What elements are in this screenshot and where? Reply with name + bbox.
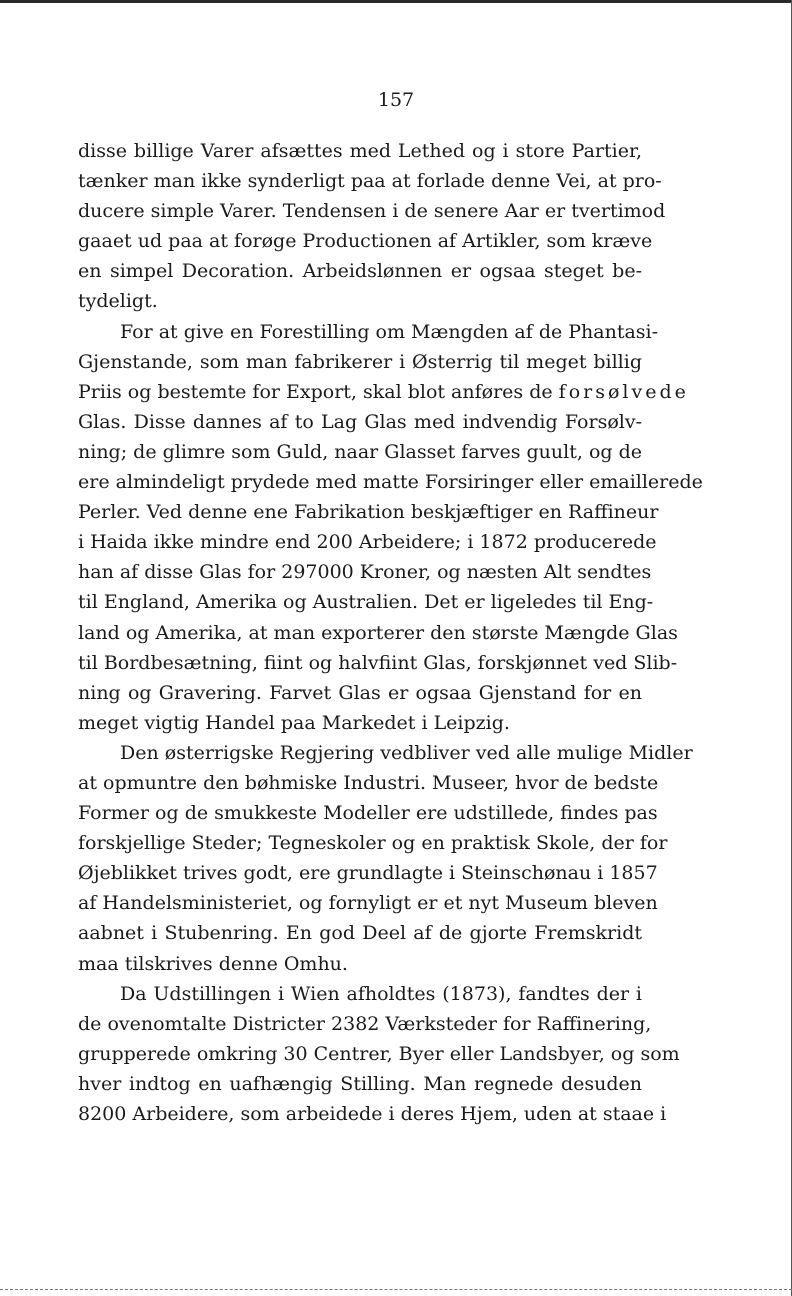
text-line: ning; de glimre som Guld, naar Glasset farves guult, og de bbox=[78, 440, 642, 463]
text-line: tydeligt. bbox=[78, 290, 158, 313]
text-line: de ovenomtalte Districter 2382 Værksteder for Raffinering, bbox=[78, 1012, 652, 1035]
text-line: Den østerrigske Regjering vedbliver ved alle mulige Midler bbox=[120, 741, 693, 764]
text-line: ning og Gravering. Farvet Glas er ogsaa Gjenstand for en bbox=[78, 681, 642, 704]
text-line: af Handelsministeriet, og fornyligt er et nyt Museum bleven bbox=[78, 892, 658, 915]
text-line: gaaet ud paa at forøge Productionen af Artikler, som kræve bbox=[78, 230, 653, 253]
text-line: maa tilskrives denne Omhu. bbox=[78, 952, 348, 975]
text-line-with-emphasis bbox=[78, 377, 689, 407]
text-line: meget vigtig Handel paa Markedet i Leipzig. bbox=[78, 711, 510, 734]
scan-top-edge bbox=[0, 0, 792, 3]
text-line: tænker man ikke synderligt paa at forlade denne Vei, at pro- bbox=[78, 170, 662, 193]
text-line: ere almindeligt prydede med matte Forsiringer eller emaillerede bbox=[78, 471, 703, 494]
text-line-start: Priis og bestemte for Export, skal blot anføres de bbox=[78, 380, 559, 403]
text-line: han af disse Glas for 297000 Kroner, og næsten Alt sendtes bbox=[78, 561, 652, 584]
text-line: Former og de smukkeste Modeller ere udstillede, findes pas bbox=[78, 802, 658, 825]
paragraph-1 bbox=[78, 136, 666, 317]
text-line: forskjellige Steder; Tegneskoler og en praktisk Skole, der for bbox=[78, 832, 668, 855]
text-line: ducere simple Varer. Tendensen i de senere Aar er tvertimod bbox=[78, 200, 666, 223]
text-line: Øjeblikket trives godt, ere grundlagte i Steinschønau i 1857 bbox=[78, 862, 658, 885]
text-line: Gjenstande, som man fabrikerer i Østerrig til meget billig bbox=[78, 350, 642, 373]
text-line: Glas. Disse dannes af to Lag Glas med indvendig Forsølv- bbox=[78, 410, 642, 433]
text-line: at opmuntre den bøhmiske Industri. Museer, hvor de bedste bbox=[78, 771, 659, 794]
paragraph-4 bbox=[78, 979, 680, 1129]
text-line: en simpel Decoration. Arbeidslønnen er ogsaa steget be- bbox=[78, 260, 642, 283]
text-line: aabnet i Stubenring. En god Deel af de gjorte Fremskridt bbox=[78, 922, 642, 945]
text-line: 8200 Arbeidere, som arbeidede i deres Hjem, uden at staae i bbox=[78, 1103, 667, 1125]
text-line: hver indtog en uafhængig Stilling. Man regnede desuden bbox=[78, 1072, 642, 1095]
text-line: For at give en Forestilling om Mængden af de Phantasi- bbox=[120, 320, 659, 343]
text-line: disse billige Varer afsættes med Lethed og i store Partier, bbox=[78, 140, 642, 162]
text-line: til Bordbesætning, fiint og halvfiint Glas, forskjønnet ved Slib- bbox=[78, 651, 678, 674]
paragraph-3 bbox=[78, 738, 693, 979]
paragraph-2 bbox=[78, 317, 703, 738]
text-line: Da Udstillingen i Wien afholdtes (1873), fandtes der i bbox=[120, 982, 642, 1005]
text-line: land og Amerika, at man exporterer den største Mængde Glas bbox=[78, 621, 678, 644]
text-line: Perler. Ved denne ene Fabrikation beskjæftiger en Raffineur bbox=[78, 501, 659, 524]
page-text bbox=[78, 136, 703, 1129]
text-line: til England, Amerika og Australien. Det er ligeledes til Eng- bbox=[78, 591, 654, 614]
emphasized-word: forsølvede bbox=[558, 380, 689, 403]
scan-bottom-edge bbox=[0, 1289, 792, 1290]
text-line: i Haida ikke mindre end 200 Arbeidere; i 1872 producerede bbox=[78, 531, 657, 554]
text-line: grupperede omkring 30 Centrer, Byer eller Landsbyer, og som bbox=[78, 1042, 680, 1065]
page-number: 157 bbox=[377, 89, 415, 111]
